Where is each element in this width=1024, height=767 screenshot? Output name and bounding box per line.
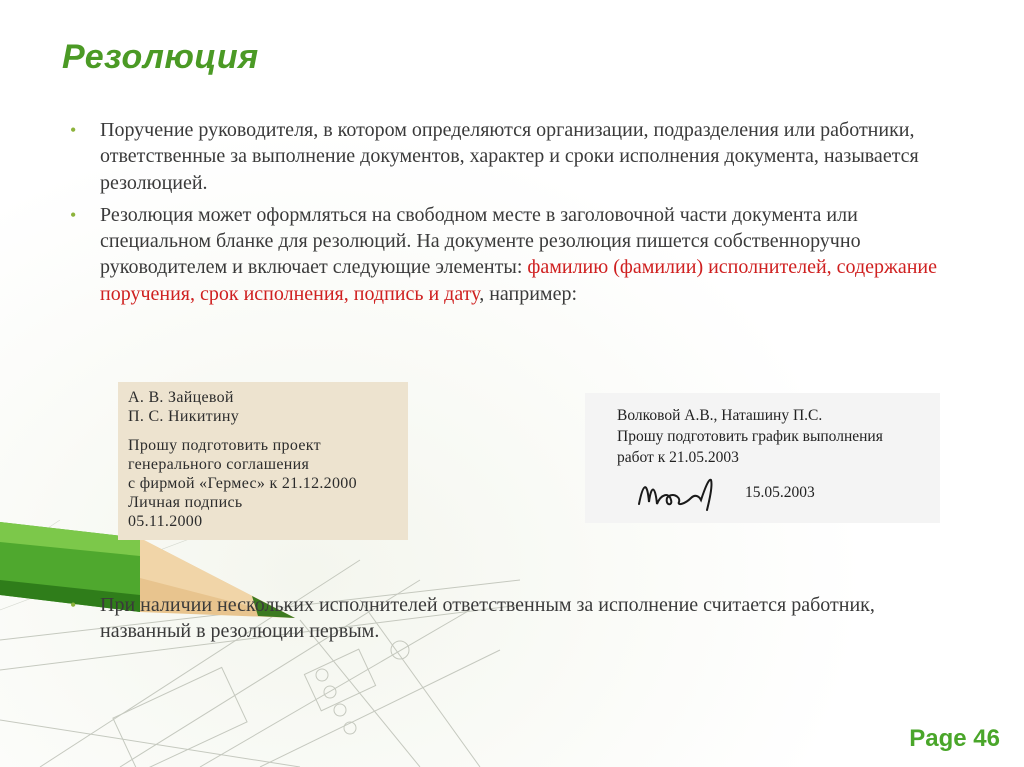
bullet-text: Поручение руководителя, в котором определяются организации, подразделения или работники, ответственные за выполнение документов, характер и сроки исполнения документа, называется резолюцией.	[100, 119, 919, 194]
instruction-line: с фирмой «Гермес» к 21.12.2000	[128, 475, 357, 492]
bullet-list	[68, 117, 968, 307]
signature-row	[617, 468, 940, 518]
bullet-tail-text: , например:	[479, 282, 577, 305]
addressee-line: П. С. Никитину	[128, 408, 239, 425]
resolution-example-1	[118, 382, 408, 540]
bullet-text: Резолюция может оформляться на свободном месте в заголовочной части документа или специальном бланке для резолюций. На документе резолюция пишется собственноручно руководителем и включает следующие элементы:	[100, 203, 861, 279]
bullet-highlight-text: фамилию (фамилии) исполнителей, содержание поручения, срок исполнения, подпись и дату	[100, 256, 938, 305]
addressee-line: А. В. Зайцевой	[128, 389, 234, 406]
bullet-item	[68, 117, 968, 196]
bullet-item	[68, 202, 968, 307]
resolution-example-2	[585, 393, 940, 523]
slide-title: Резолюция	[62, 38, 259, 76]
bullet-marker-icon: •	[70, 204, 77, 225]
signature-date: 05.11.2000	[128, 513, 203, 530]
bullet-marker-icon: •	[70, 595, 77, 615]
bullet-marker-icon: •	[70, 120, 77, 140]
handwritten-signature-icon	[635, 474, 735, 514]
addressee-line: Волковой А.В., Наташину П.С.	[617, 407, 823, 424]
instruction-line: Прошу подготовить проект	[128, 437, 321, 454]
page-number: Page 46	[909, 725, 1000, 752]
bullet-item	[68, 592, 960, 644]
instruction-line: генерального соглашения	[128, 456, 310, 473]
signature-label: Личная подпись	[128, 494, 243, 511]
instruction-line: работ к 21.05.2003	[617, 449, 739, 466]
signature-date: 15.05.2003	[745, 484, 815, 501]
instruction-line: Прошу подготовить график выполнения	[617, 428, 883, 445]
bullet-text: При наличии нескольких исполнителей ответственным за исполнение считается работник, названный в резолюции первым.	[100, 594, 875, 642]
